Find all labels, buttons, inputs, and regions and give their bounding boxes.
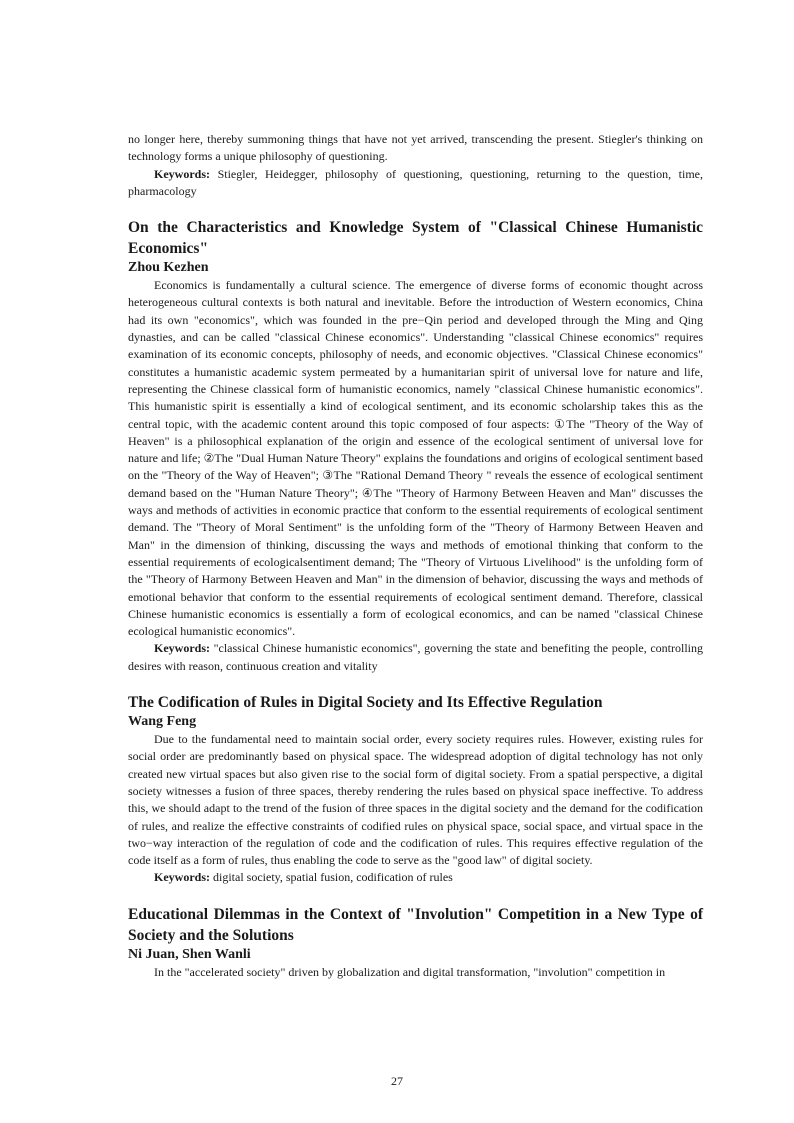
article-abstract: Due to the fundamental need to maintain social order, every society requires rules. However, existing rules for social order are predominantly based on physical space. The widespread adoption of digital technology has not only created new virtual spaces but also given rise to the social form of digital society. From a spatial perspective, a digital society witnesses a fusion of three spaces, thereby rendering the rules based on physical space ineffective. To address this, we should adapt to the trend of the fusion of three spaces in the digital society and the demand for the codification of rules, and realize the effective constraints of codified rules on physical space, social space, and virtual space in the two−way interaction of the regulation of code and the codification of rules. This requires effective regulation of the code itself as a form of rules, thus enabling the code to serve as the "good law" of digital society. — [128, 732, 703, 868]
intro-section — [128, 131, 703, 200]
article-author: Ni Juan, Shen Wanli — [128, 946, 251, 962]
keywords-line — [128, 640, 703, 675]
keywords-text: Stiegler, Heidegger, philosophy of questioning, questioning, returning to the question, time, pharmacology — [128, 166, 703, 198]
article-1 — [128, 217, 703, 675]
page-content — [128, 131, 703, 981]
keywords-label: Keywords: — [154, 166, 210, 181]
article-author: Zhou Kezhen — [128, 260, 209, 276]
keywords-text: "classical Chinese humanistic economics", governing the state and benefiting the people, controlling desires with reason, continuous creation and vitality — [128, 641, 703, 673]
article-abstract: In the "accelerated society" driven by globalization and digital transformation, "involution" competition in — [154, 964, 666, 979]
article-2 — [128, 692, 703, 887]
keywords-label: Keywords: — [154, 641, 210, 656]
page-number: 27 — [391, 1074, 403, 1088]
keywords-label: Keywords: — [154, 870, 210, 885]
article-author: Wang Feng — [128, 714, 197, 730]
article-abstract: Economics is fundamentally a cultural science. The emergence of diverse forms of economic thought across heterogeneous cultural contexts is both natural and inevitable. Before the introduction of Western economics, China had its own "economics", which was founded in the pre−Qin period and developed through the Ming and Qing dynasties, and can be called "classical Chinese economics". Understanding "classical Chinese economics" requires examination of its economic concepts, philosophy of needs, and economic objectives. "Classical Chinese economics" constitutes a humanistic academic system permeated by a humanitarian spirit of universal love for nature and life, representing the Chinese classical form of humanistic economics, namely "classical Chinese humanistic economics". This humanistic spirit is essentially a kind of ecological sentiment, and its economic scholarship takes this as the central topic, with the academic content around this topic composed of four aspects: ①The "Theory of the Way of Heaven" is a philosophical explanation of the origin and essence of the ecological sentiment of universal love for nature and life; ②The "Dual Human Nature Theory" explains the foundations and origins of ecological sentiment based on the "Theory of the Way of Heaven"; ③The "Rational Demand Theory " reveals the essence of ecological sentiment demand based on the "Human Nature Theory"; ④The "Theory of Harmony Between Heaven and Man" discusses the ways and methods of activities in economic practice that conform to the essential requirements of ecological sentiment demand. The "Theory of Moral Sentiment" is the unfolding form of the "Theory of Harmony Between Heaven and Man" in the dimension of thinking, discussing the ways and methods of emotional thinking that conform to the essential requirements of ecologicalsentiment demand; The "Theory of Virtuous Livelihood" is the unfolding form of the "Theory of Harmony Between Heaven and Man" in the dimension of behavior, discussing the ways and methods of emotional behavior that conform to the essential requirements of ecological sentiment demand. Therefore, classical Chinese humanistic economics is essentially a form of ecological economics, and can be named "classical Chinese ecological humanistic economics". — [128, 278, 703, 639]
keywords-line — [128, 869, 703, 886]
article-3 — [128, 904, 703, 981]
keywords-line — [128, 166, 703, 201]
abstract-continuation: no longer here, thereby summoning things that have not yet arrived, transcending the present. Stiegler's thinking on technology forms a unique philosophy of questioning. — [128, 132, 703, 164]
article-title: The Codification of Rules in Digital Society and Its Effective Regulation — [128, 694, 603, 712]
keywords-text: digital society, spatial fusion, codification of rules — [210, 870, 453, 885]
article-title: On the Characteristics and Knowledge System of "Classical Chinese Humanistic Economics" — [128, 219, 703, 258]
article-title: Educational Dilemmas in the Context of "Involution" Competition in a New Type of Society and the Solutions — [128, 905, 703, 944]
